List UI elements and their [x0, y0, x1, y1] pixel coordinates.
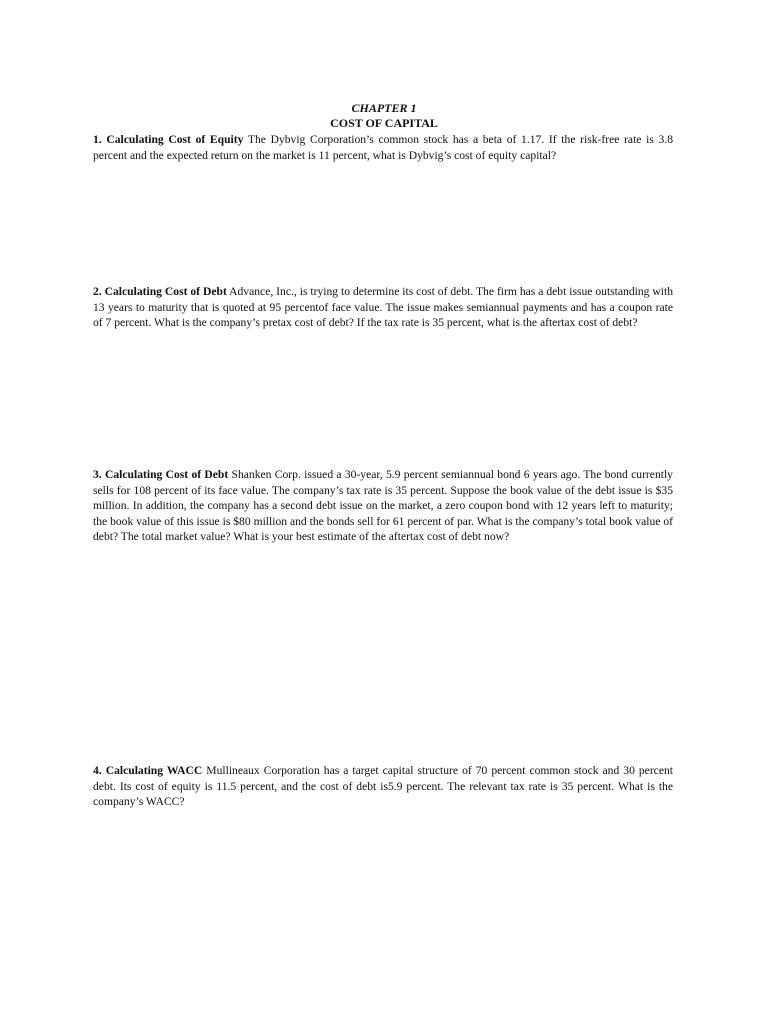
problem-3-label: 3. Calculating Cost of Debt: [93, 468, 229, 481]
page-title: COST OF CAPITAL: [330, 116, 438, 130]
problem-3-text: Shanken Corp. issued a 30-year, 5.9 percent semiannual bond 6 years ago. The bond currently sells for 108 percent of its face value. The company’s tax rate is 35 percent. Suppose the book value of the debt issue is $35 million. In addition, the company has a second debt issue on the market, a zero coupon bond with 12 years left to maturity; the book value of this issue is $80 million and the bonds sell for 61 percent of par. What is the company’s total book value of debt? The total market value? What is your best estimate of the aftertax cost of debt now?: [93, 468, 673, 544]
problem-4: [93, 763, 673, 810]
problem-4-text: Mullineaux Corporation has a target capital structure of 70 percent common stock and 30 percent debt. Its cost of equity is 11.5 percent, and the cost of debt is5.9 percent. The relevant tax rate is 35 percent. What is the company’s WACC?: [93, 764, 673, 809]
problem-1: [93, 132, 673, 163]
problem-1-text: The Dybvig Corporation’s common stock has a beta of 1.17. If the risk-free rate is 3.8 percent and the expected return on the market is 11 percent, what is Dybvig’s cost of equity capital?: [93, 133, 673, 162]
problem-4-label: 4. Calculating WACC: [93, 764, 203, 777]
problem-1-label: 1. Calculating Cost of Equity: [93, 133, 244, 146]
problem-3: [93, 467, 673, 545]
problem-2: [93, 284, 673, 331]
problem-2-text: Advance, Inc., is trying to determine its cost of debt. The firm has a debt issue outstanding with 13 years to maturity that is quoted at 95 percentof face value. The issue makes semiannual payments and has a coupon rate of 7 percent. What is the company’s pretax cost of debt? If the tax rate is 35 percent, what is the aftertax cost of debt?: [93, 285, 674, 330]
chapter-heading: CHAPTER 1: [351, 101, 417, 115]
problem-2-label: 2. Calculating Cost of Debt: [93, 285, 227, 298]
